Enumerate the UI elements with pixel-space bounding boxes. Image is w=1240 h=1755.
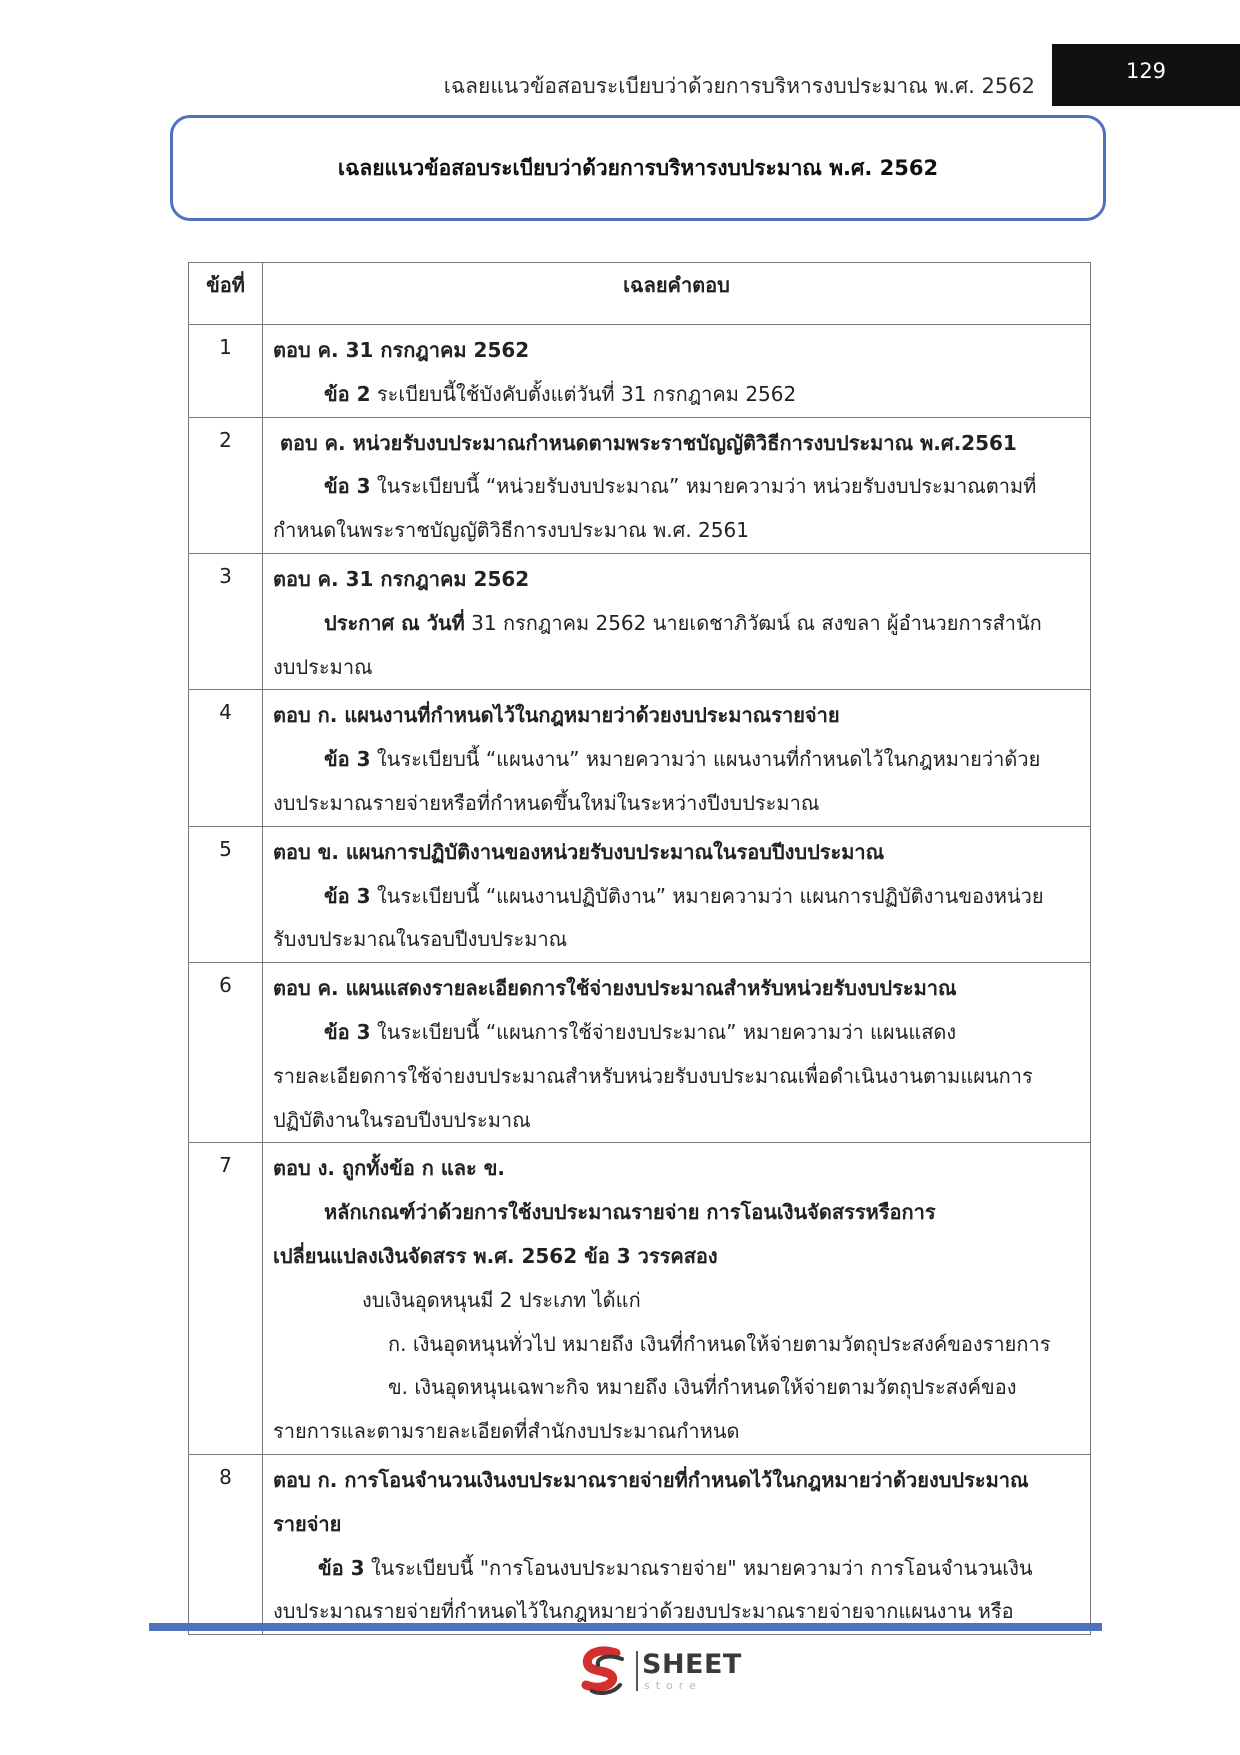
answer-line: ตอบ ข. แผนการปฏิบัติงานของหน่วยรับงบประมาณในรอบปีงบประมาณ (273, 839, 885, 864)
answer-line (273, 1547, 1080, 1591)
running-title: เฉลยแนวข้อสอบระเบียบว่าด้วยการบริหารงบประมาณ พ.ศ. 2562 (443, 74, 1035, 98)
row-number: 6 (189, 963, 263, 1143)
title-box (170, 115, 1106, 221)
table-row (189, 325, 1091, 418)
answer-text: ในระเบียบนี้ “แผนงานปฏิบัติงาน” หมายความว่า แผนการปฏิบัติงานของหน่วย (370, 883, 1044, 908)
answer-line (273, 1011, 1080, 1055)
answer-cell (263, 963, 1091, 1143)
answer-cell (263, 553, 1091, 689)
page-number: 129 (1125, 59, 1167, 83)
clause-ref: ประกาศ ณ วันที่ (324, 610, 465, 635)
answer-line (273, 373, 1080, 417)
clause-ref: ข้อ 3 (318, 1555, 365, 1580)
answer-line: หลักเกณฑ์ว่าด้วยการใช้งบประมาณรายจ่าย การโอนเงินจัดสรรหรือการ (324, 1200, 936, 1225)
answer-line: รายการและตามรายละเอียดที่สำนักงบประมาณกำหนด (273, 1419, 740, 1444)
answer-line: งบประมาณรายจ่ายหรือที่กำหนดขึ้นใหม่ในระหว่างปีงบประมาณ (273, 790, 820, 815)
answer-line: ตอบ ค. 31 กรกฎาคม 2562 (273, 338, 530, 362)
table-row (189, 963, 1091, 1143)
answer-line: ข. เงินอุดหนุนเฉพาะกิจ หมายถึง เงินที่กำหนดให้จ่ายตามวัตถุประสงค์ของ (388, 1375, 1017, 1400)
answer-line: ตอบ ก. การโอนจำนวนเงินงบประมาณรายจ่ายที่กำหนดไว้ในกฎหมายว่าด้วยงบประมาณ (273, 1467, 1029, 1492)
answer-text: ระเบียบนี้ใช้บังคับตั้งแต่วันที่ 31 กรกฎาคม 2562 (370, 381, 797, 406)
answer-text: ในระเบียบนี้ "การโอนงบประมาณรายจ่าย" หมายความว่า การโอนจำนวนเงิน (364, 1555, 1033, 1580)
answer-line: ก. เงินอุดหนุนทั่วไป หมายถึง เงินที่กำหนดให้จ่ายตามวัตถุประสงค์ของรายการ (388, 1331, 1051, 1356)
answer-line (273, 465, 1080, 509)
clause-ref: ข้อ 2 (324, 381, 371, 406)
logo-text: SHEET (642, 1649, 742, 1680)
running-header (0, 44, 1240, 106)
row-number: 1 (189, 325, 263, 418)
answer-line (273, 602, 1080, 646)
clause-ref: ข้อ 3 (324, 747, 371, 772)
table-header-row (189, 263, 1091, 325)
clause-ref: ข้อ 3 (324, 474, 371, 499)
answer-line: รายจ่าย (273, 1511, 342, 1536)
table-row (189, 1454, 1091, 1634)
answer-cell (263, 690, 1091, 826)
answer-line: รายละเอียดการใช้จ่ายงบประมาณสำหรับหน่วยรับงบประมาณเพื่อดำเนินงานตามแผนการ (273, 1063, 1033, 1088)
answer-line: รับงบประมาณในรอบปีงบประมาณ (273, 927, 568, 952)
row-number: 8 (189, 1454, 263, 1634)
header-answer: เฉลยคำตอบ (263, 263, 1091, 325)
row-number: 2 (189, 417, 263, 553)
answer-line: งบประมาณรายจ่ายที่กำหนดไว้ในกฎหมายว่าด้วยงบประมาณรายจ่ายจากแผนงาน หรือ (273, 1599, 1014, 1624)
answer-line (273, 738, 1080, 782)
answer-line: ตอบ ก. แผนงานที่กำหนดไว้ในกฎหมายว่าด้วยงบประมาณรายจ่าย (273, 703, 840, 728)
answer-line: ตอบ ง. ถูกทั้งข้อ ก และ ข. (273, 1156, 505, 1181)
answer-line: กำหนดในพระราชบัญญัติวิธีการงบประมาณ พ.ศ. 2561 (273, 518, 749, 543)
sheet-store-s-logo-icon (576, 1645, 632, 1697)
page-number-box (1052, 44, 1240, 106)
row-number: 5 (189, 826, 263, 962)
answer-line: ปฏิบัติงานในรอบปีงบประมาณ (273, 1107, 531, 1132)
answer-text: ในระเบียบนี้ “หน่วยรับงบประมาณ” หมายความว่า หน่วยรับงบประมาณตามที่ (370, 474, 1037, 499)
answer-line: งบประมาณ (273, 654, 373, 679)
answer-cell (263, 826, 1091, 962)
answer-line: ตอบ ค. 31 กรกฎาคม 2562 (273, 566, 530, 591)
answer-cell (263, 1143, 1091, 1455)
clause-ref: ข้อ 3 (324, 883, 371, 908)
logo-divider (636, 1651, 638, 1691)
sheet-store-logo (576, 1645, 746, 1697)
answer-cell (263, 417, 1091, 553)
answer-cell (263, 1454, 1091, 1634)
table-row (189, 826, 1091, 962)
answer-text: ในระเบียบนี้ “แผนงาน” หมายความว่า แผนงานที่กำหนดไว้ในกฎหมายว่าด้วย (370, 747, 1041, 772)
answer-text: ในระเบียบนี้ “แผนการใช้จ่ายงบประมาณ” หมายความว่า แผนแสดง (370, 1019, 957, 1044)
row-number: 7 (189, 1143, 263, 1455)
answer-cell (263, 325, 1091, 418)
row-number: 4 (189, 690, 263, 826)
table-row (189, 417, 1091, 553)
table-row (189, 690, 1091, 826)
table-row (189, 553, 1091, 689)
answer-line: เปลี่ยนแปลงเงินจัดสรร พ.ศ. 2562 ข้อ 3 วรรคสอง (273, 1243, 718, 1268)
logo-subtext: store (644, 1679, 702, 1692)
footer-accent-bar (149, 1623, 1102, 1631)
header-item-number: ข้อที่ (189, 263, 263, 325)
answer-text: 31 กรกฎาคม 2562 นายเดชาภิวัฒน์ ณ สงขลา ผู้อำนวยการสำนัก (464, 610, 1042, 635)
table-row (189, 1143, 1091, 1455)
row-number: 3 (189, 553, 263, 689)
answer-line (273, 875, 1080, 919)
clause-ref: ข้อ 3 (324, 1019, 371, 1044)
answer-line: ตอบ ค. หน่วยรับงบประมาณกำหนดตามพระราชบัญญัติวิธีการงบประมาณ พ.ศ.2561 (280, 430, 1017, 455)
answer-line: งบเงินอุดหนุนมี 2 ประเภท ได้แก่ (362, 1287, 641, 1312)
answer-table (188, 262, 1091, 1635)
document-title: เฉลยแนวข้อสอบระเบียบว่าด้วยการบริหารงบประมาณ พ.ศ. 2562 (337, 155, 939, 180)
answer-line: ตอบ ค. แผนแสดงรายละเอียดการใช้จ่ายงบประมาณสำหรับหน่วยรับงบประมาณ (273, 976, 957, 1001)
